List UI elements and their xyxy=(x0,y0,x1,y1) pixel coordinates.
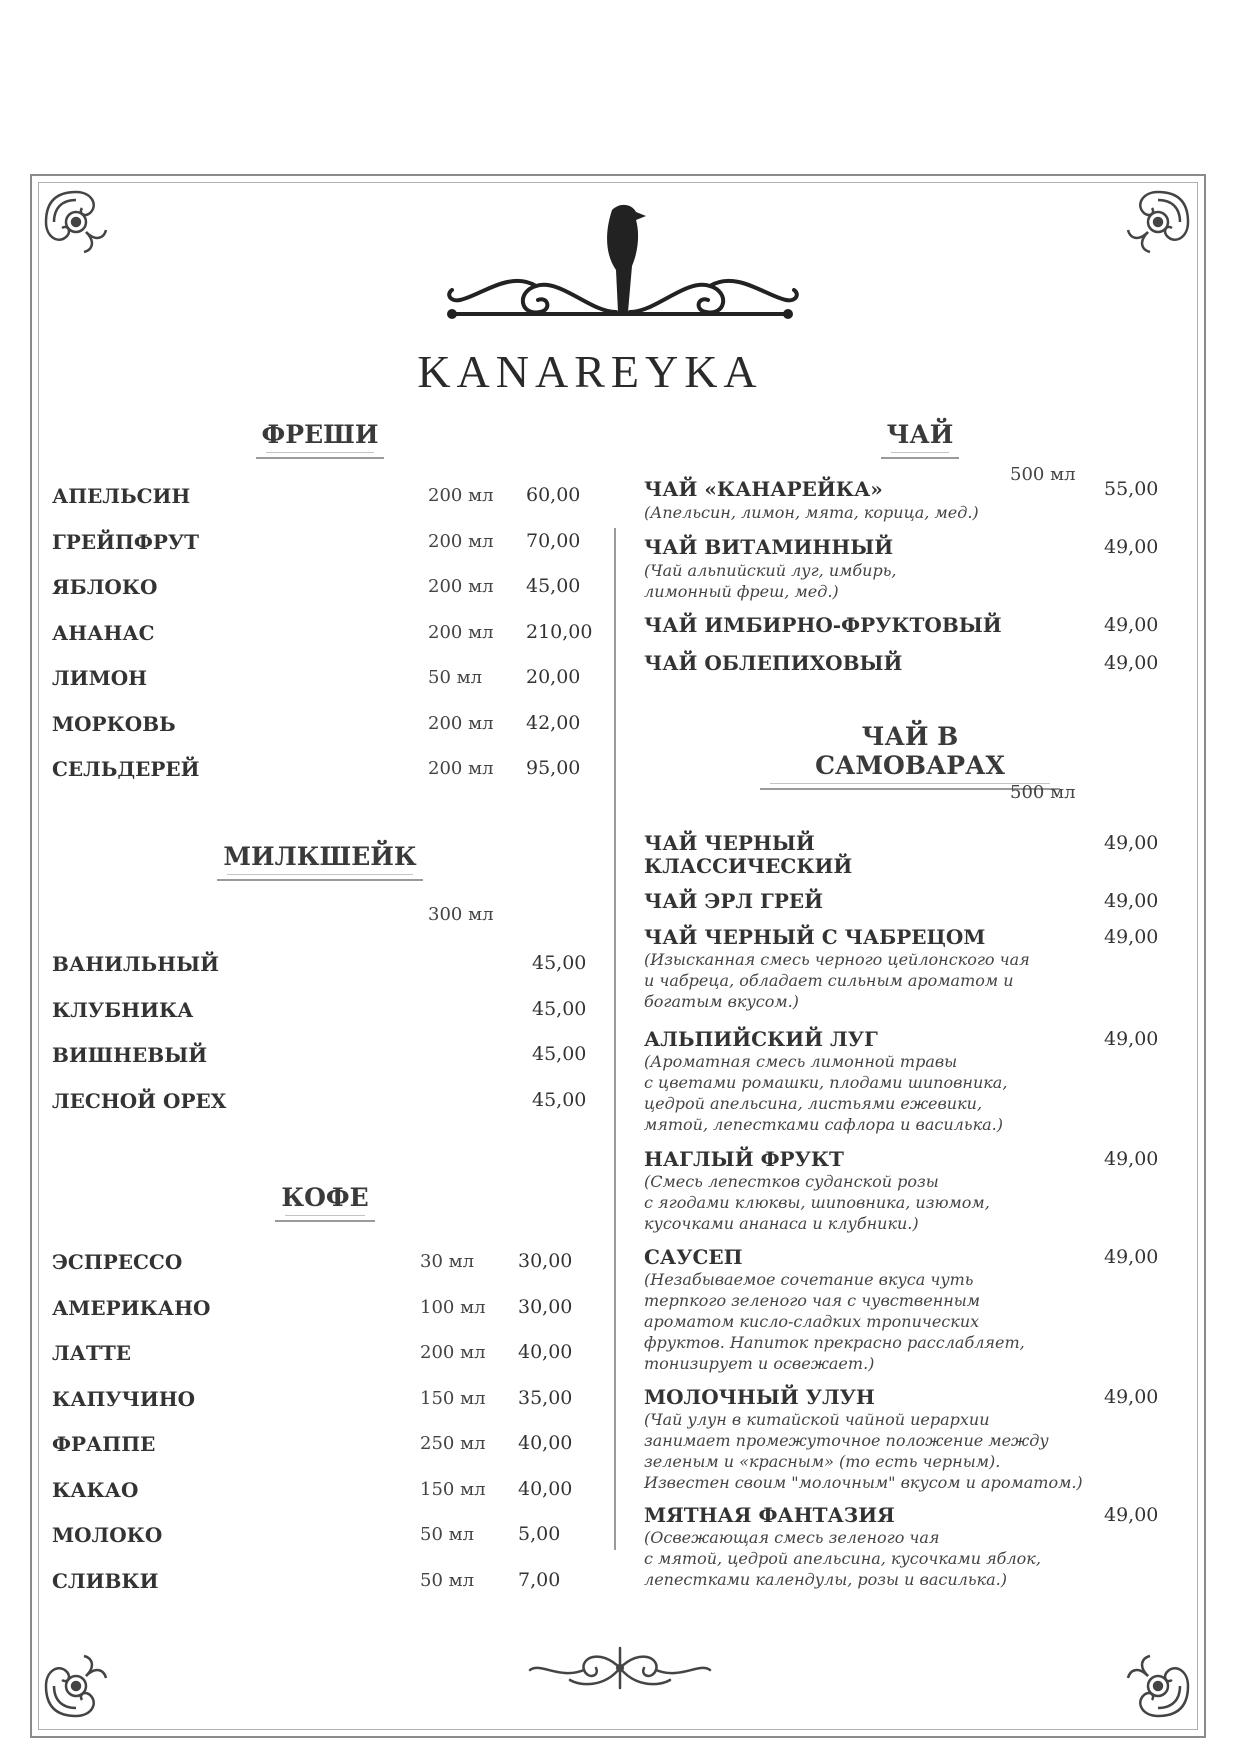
menu-item-name: ВАНИЛЬНЫЙ xyxy=(52,952,220,976)
menu-item-price: 45,00 xyxy=(532,1088,587,1111)
samovar-item-description: (Освежающая смесь зеленого чая с мятой, цедрой апельсина, кусочками яблок, лепестками календулы, розы и василька.) xyxy=(644,1528,1041,1589)
menu-item-name: КАКАО xyxy=(52,1477,139,1502)
corner-ornament-icon xyxy=(36,182,116,262)
menu-item-volume: 100 мл xyxy=(420,1296,486,1318)
tea-item-name: ЧАЙ ВИТАМИННЫЙ xyxy=(644,535,894,559)
tea-item-price: 55,00 xyxy=(1104,478,1159,500)
section-title-fresh xyxy=(220,420,420,459)
samovar-item-description: (Незабываемое сочетание вкуса чуть терпкого зеленого чая с чувственным ароматом кисло-сладких тропических фруктов. Напиток прекрасно расслабляет, тонизирует и освежает.) xyxy=(644,1270,1025,1373)
menu-item-volume: 200 мл xyxy=(420,1342,486,1363)
menu-item-price: 30,00 xyxy=(518,1295,573,1318)
samovar-item-description: (Изысканная смесь черного цейлонского чая и чабреца, обладает сильным ароматом и богатым вкусом.) xyxy=(644,950,1030,1011)
menu-item-volume: 250 мл xyxy=(420,1433,486,1454)
corner-ornament-icon xyxy=(1118,1646,1198,1726)
tea-item-price: 49,00 xyxy=(1104,614,1159,636)
menu-item-price: 45,00 xyxy=(532,952,587,974)
corner-ornament-icon xyxy=(36,1646,116,1726)
menu-item-price: 30,00 xyxy=(518,1250,573,1272)
menu-item-volume: 200 мл xyxy=(428,621,494,643)
menu-item-name: КЛУБНИКА xyxy=(52,997,194,1022)
menu-item-name: АНАНАС xyxy=(52,620,155,645)
section-title-text: КОФЕ xyxy=(275,1183,374,1222)
samovar-item-price: 49,00 xyxy=(1104,832,1159,854)
canary-logo-icon xyxy=(440,200,800,330)
menu-item-name: ЯБЛОКО xyxy=(52,575,158,599)
menu-item-name: МОРКОВЬ xyxy=(52,711,176,736)
samovar-item-name: САУСЕП xyxy=(644,1245,743,1269)
samovar-item-name: ЧАЙ ЭРЛ ГРЕЙ xyxy=(644,889,823,913)
menu-item-price: 40,00 xyxy=(518,1477,573,1500)
menu-item-name: ЛИМОН xyxy=(52,666,148,690)
samovar-item-name: МОЛОЧНЫЙ УЛУН xyxy=(644,1385,875,1409)
menu-item-name: СЕЛЬДЕРЕЙ xyxy=(52,757,200,781)
samovar-item-name: НАГЛЫЙ ФРУКТ xyxy=(644,1147,844,1171)
menu-item-name: ЛАТТЕ xyxy=(52,1341,131,1365)
menu-item-volume: 50 мл xyxy=(420,1569,475,1591)
samovar-item-description: (Ароматная смесь лимонной травы с цветами ромашки, плодами шиповника, цедрой апельсина, листьями ежевики, мятой, лепестками сафлора и василька.) xyxy=(644,1052,1008,1134)
menu-item-name: ГРЕЙПФРУТ xyxy=(52,529,200,554)
samovar-item-price: 49,00 xyxy=(1104,926,1159,948)
section-title-text: ФРЕШИ xyxy=(256,420,385,459)
tea-volume: 500 мл xyxy=(1010,464,1076,485)
section-title-text: МИЛКШЕЙК xyxy=(217,842,422,881)
samovar-item-description: (Чай улун в китайской чайной иерархии занимает промежуточное положение между зеленым и «красным» (то есть черным). Известен своим "молочным" вкусом и ароматом.) xyxy=(644,1410,1083,1492)
menu-item-volume: 30 мл xyxy=(420,1251,475,1272)
menu-item-volume: 150 мл xyxy=(420,1387,486,1409)
tea-item-price: 49,00 xyxy=(1104,536,1159,558)
section-title-text: ЧАЙ В САМОВАРАХ xyxy=(760,722,1060,790)
menu-item-price: 35,00 xyxy=(518,1386,573,1409)
section-title-milkshake xyxy=(210,842,430,881)
menu-item-price: 40,00 xyxy=(518,1341,573,1363)
corner-ornament-icon xyxy=(1118,182,1198,262)
menu-item-volume: 200 мл xyxy=(428,530,494,552)
samovar-item-name: ЧАЙ ЧЕРНЫЙ КЛАССИЧЕСКИЙ xyxy=(644,831,853,878)
tea-item-description: (Апельсин, лимон, мята, корица, мед.) xyxy=(644,503,979,522)
menu-item-price: 60,00 xyxy=(526,484,581,506)
tea-item-price: 49,00 xyxy=(1104,652,1159,674)
samovar-item-price: 49,00 xyxy=(1104,1246,1159,1268)
menu-item-name: ВИШНЕВЫЙ xyxy=(52,1043,208,1067)
samovar-item-price: 49,00 xyxy=(1104,1148,1159,1170)
tea-item-name: ЧАЙ «КАНАРЕЙКА» xyxy=(644,477,883,501)
samovar-item-price: 49,00 xyxy=(1104,1028,1159,1050)
menu-item-name: АПЕЛЬСИН xyxy=(52,484,191,508)
milkshake-volume: 300 мл xyxy=(428,904,494,925)
samovar-item-name: МЯТНАЯ ФАНТАЗИЯ xyxy=(644,1503,895,1527)
tea-item-name: ЧАЙ ОБЛЕПИХОВЫЙ xyxy=(644,651,903,675)
menu-item-name: ФРАППЕ xyxy=(52,1432,156,1456)
menu-item-name: ЛЕСНОЙ ОРЕХ xyxy=(52,1088,227,1113)
bottom-ornament-icon xyxy=(520,1640,720,1696)
section-title-tea xyxy=(860,420,980,459)
samovar-volume: 500 мл xyxy=(1010,782,1076,803)
samovar-item-price: 49,00 xyxy=(1104,890,1159,912)
menu-item-price: 45,00 xyxy=(532,997,587,1020)
menu-item-volume: 200 мл xyxy=(428,485,494,506)
section-title-samovar xyxy=(760,722,1060,790)
samovar-item-name: АЛЬПИЙСКИЙ ЛУГ xyxy=(644,1027,878,1051)
menu-item-name: СЛИВКИ xyxy=(52,1568,159,1593)
menu-item-volume: 50 мл xyxy=(420,1524,475,1545)
brand-name: KANAREYKA xyxy=(417,346,763,397)
menu-item-price: 20,00 xyxy=(526,666,581,688)
samovar-item-name: ЧАЙ ЧЕРНЫЙ С ЧАБРЕЦОМ xyxy=(644,925,986,949)
tea-item-name: ЧАЙ ИМБИРНО-ФРУКТОВЫЙ xyxy=(644,613,1002,637)
samovar-item-description: (Смесь лепестков суданской розы с ягодами клюквы, шиповника, изюмом, кусочками ананаса и клубники.) xyxy=(644,1172,990,1233)
menu-item-price: 45,00 xyxy=(526,575,581,597)
menu-item-price: 7,00 xyxy=(518,1568,561,1591)
menu-item-price: 42,00 xyxy=(526,711,581,734)
menu-item-volume: 200 мл xyxy=(428,758,494,779)
menu-item-price: 45,00 xyxy=(532,1043,587,1065)
section-title-coffee xyxy=(240,1183,410,1222)
menu-item-name: МОЛОКО xyxy=(52,1523,163,1547)
section-title-text: ЧАЙ xyxy=(881,420,960,459)
samovar-item-price: 49,00 xyxy=(1104,1504,1159,1526)
menu-item-name: АМЕРИКАНО xyxy=(52,1295,211,1320)
menu-item-volume: 150 мл xyxy=(420,1478,486,1500)
menu-item-volume: 200 мл xyxy=(428,576,494,597)
menu-item-price: 95,00 xyxy=(526,757,581,779)
tea-item-description: (Чай альпийский луг, имбирь, лимонный фреш, мед.) xyxy=(644,561,897,601)
samovar-item-price: 49,00 xyxy=(1104,1386,1159,1408)
menu-item-name: ЭСПРЕССО xyxy=(52,1250,183,1274)
column-divider xyxy=(614,528,616,1550)
menu-item-price: 70,00 xyxy=(526,529,581,552)
menu-item-price: 210,00 xyxy=(526,620,593,643)
menu-item-price: 40,00 xyxy=(518,1432,573,1454)
menu-item-name: КАПУЧИНО xyxy=(52,1386,196,1411)
menu-item-price: 5,00 xyxy=(518,1523,561,1545)
menu-item-volume: 200 мл xyxy=(428,712,494,734)
menu-item-volume: 50 мл xyxy=(428,667,483,688)
